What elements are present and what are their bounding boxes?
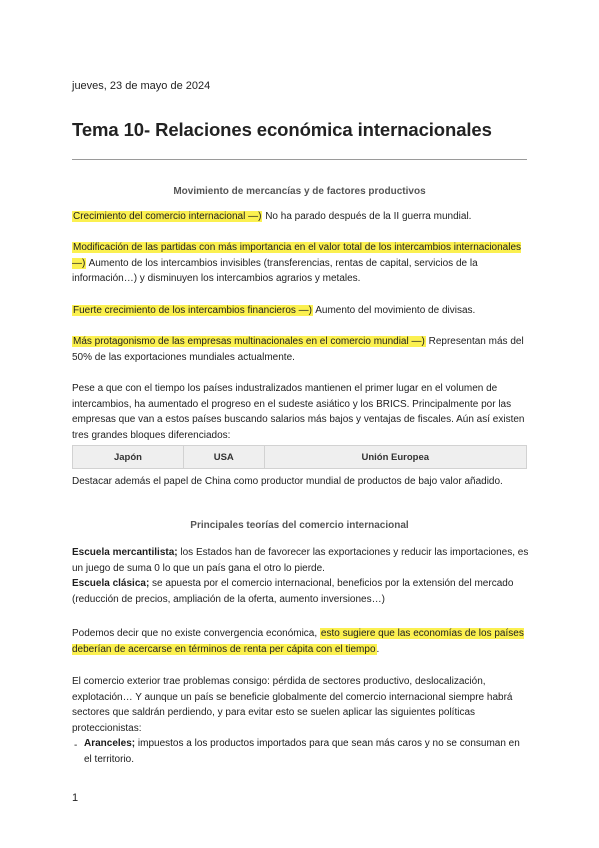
section-heading-mercancias: Movimiento de mercancías y de factores productivos [173,186,426,197]
paragraph-financieros [72,303,530,319]
paragraph-mercantilista [72,545,530,576]
highlight-text: Modificación de las partidas con más importancia en el valor total de los intercambios internacionales —) [72,242,522,269]
section-heading-teorias: Principales teorías del comercio internacional [190,520,409,531]
table-cell-japon: Japón [73,446,184,469]
paragraph-comercio-exterior: El comercio exterior trae problemas consigo: pérdida de sectores productivo, deslocalización, explotación… Y aunque un país se beneficie globalmente del comercio internacional siempre habrá sectores que saldrán perdiendo, y para evitar esto se suelen aplicar las siguientes políticas proteccionistas: [72,676,513,734]
bold-term: Escuela clásica; [72,578,150,589]
paragraph-text: Aumento de los intercambios invisibles (transferencias, rentas de capital, servicios de la información…) y disminuyen los intercambios agrarios y metales. [72,257,478,284]
paragraph-text: se apuesta por el comercio internacional, beneficios por la extensión del mercado (reducción de precios, ampliación de la oferta, aumento inversiones…) [72,578,514,605]
paragraph-text: . [376,643,380,655]
title-divider [72,159,527,160]
paragraph-text: impuestos a los productos importados para que sean más caros y no se consuman en el territorio. [84,738,520,765]
paragraph-text: Representan más del 50% de las exportaciones mundiales actualmente. [72,336,524,363]
bold-term: Aranceles; [84,738,136,749]
list-bullet-marker: - [74,740,78,751]
paragraph-china: Destacar además el papel de China como productor mundial de productos de bajo valor añadido. [72,476,503,487]
highlight-text: Fuerte crecimiento de los intercambios financieros —) [73,305,312,316]
page-title: Tema 10- Relaciones económica internacionales [72,119,492,140]
paragraph-text: los Estados han de favorecer las exportaciones y reducir las importaciones, es un juego de suma 0 lo que un país gana el otro lo pierde. [72,547,529,574]
page-number: 1 [72,792,79,804]
table-cell-usa: USA [183,446,264,469]
paragraph-partidas [72,240,530,287]
paragraph-convergencia [72,626,530,657]
highlight-text: esto sugiere que las economías de los países deberían de acercarse en términos de renta per cápita con el tiempo [72,628,524,655]
paragraph-bloques: Pese a que con el tiempo los países industralizados mantienen el primer lugar en el volumen de intercambios, ha aumentado el progreso en el sudeste asiático y los BRICS. Principalmente por las empresas que van a estos países buscando salarios más bajos y ventajas de fiscales. Aún así existen tres grandes bloques diferenciados: [72,383,525,441]
blocks-table [72,445,527,469]
document-date: jueves, 23 de mayo de 2024 [72,80,211,92]
highlight-text: Crecimiento del comercio internacional —) [73,211,262,222]
paragraph-text: Podemos decir que no existe convergencia económica, [72,628,320,639]
paragraph-clasica [72,576,530,607]
paragraph-multinacionales [72,334,530,365]
paragraph-text: No ha parado después de la II guerra mundial. [262,211,472,222]
paragraph-crecimiento [72,209,530,225]
list-item-aranceles [84,736,530,767]
table-row [73,446,527,469]
paragraph-text: Aumento del movimiento de divisas. [312,305,476,316]
highlight-text: Más protagonismo de las empresas multinacionales en el comercio mundial —) [73,336,425,347]
table-cell-union-europea: Unión Europea [264,446,526,469]
bold-term: Escuela mercantilista; [72,547,178,558]
